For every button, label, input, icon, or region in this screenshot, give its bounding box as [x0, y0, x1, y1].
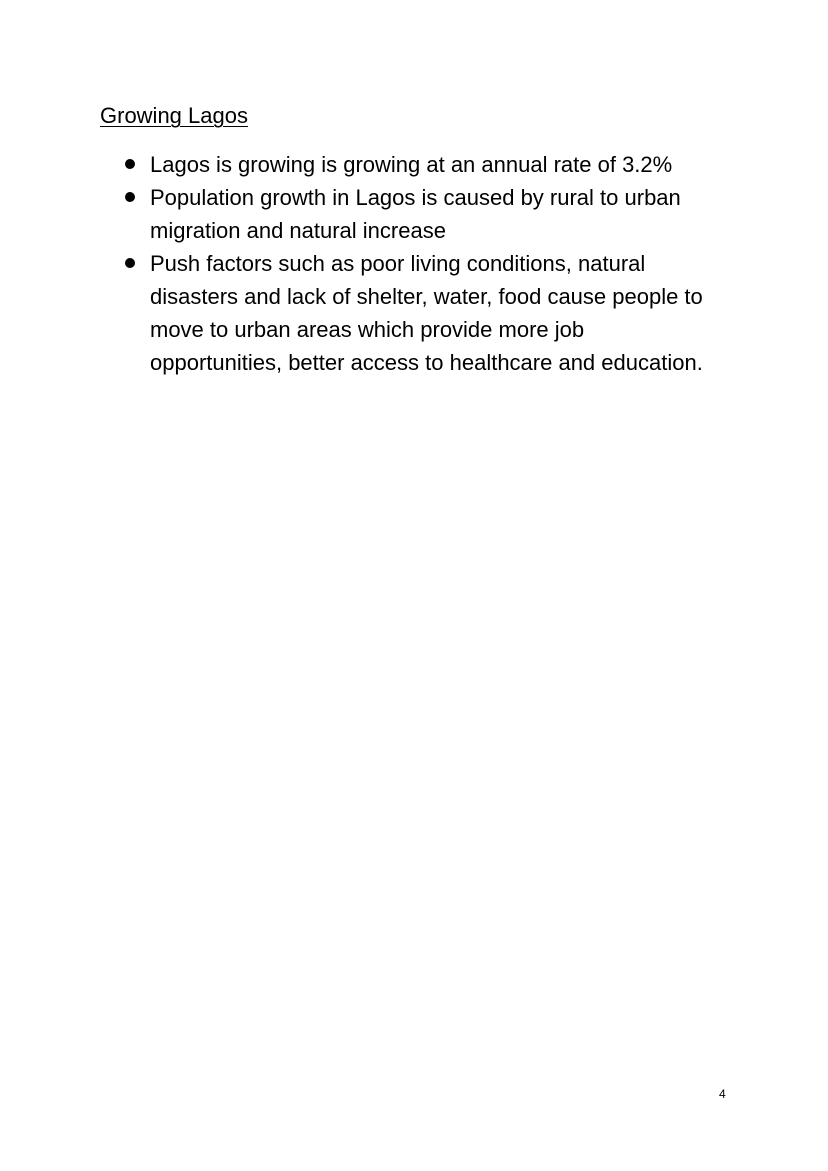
page-number: 4 — [719, 1087, 726, 1101]
section-heading: Growing Lagos — [100, 103, 248, 128]
bullet-text: Population growth in Lagos is caused by rural to urban migration and natural increase — [150, 185, 681, 243]
bullet-item-annual-rate — [0, 148, 710, 181]
bullet-icon — [125, 159, 135, 169]
bullet-text: Lagos is growing is growing at an annual rate of 3.2% — [150, 152, 673, 177]
bullet-item-push-factors — [0, 247, 710, 379]
bullet-icon — [125, 258, 135, 268]
bullet-icon — [125, 192, 135, 202]
bullet-list — [0, 148, 828, 379]
bullet-item-population-growth — [0, 181, 710, 247]
bullet-text: Push factors such as poor living conditions, natural disasters and lack of shelter, water, food cause people to move to urban areas which provide more job opportunities, better access to healthcare and education. — [150, 251, 703, 375]
